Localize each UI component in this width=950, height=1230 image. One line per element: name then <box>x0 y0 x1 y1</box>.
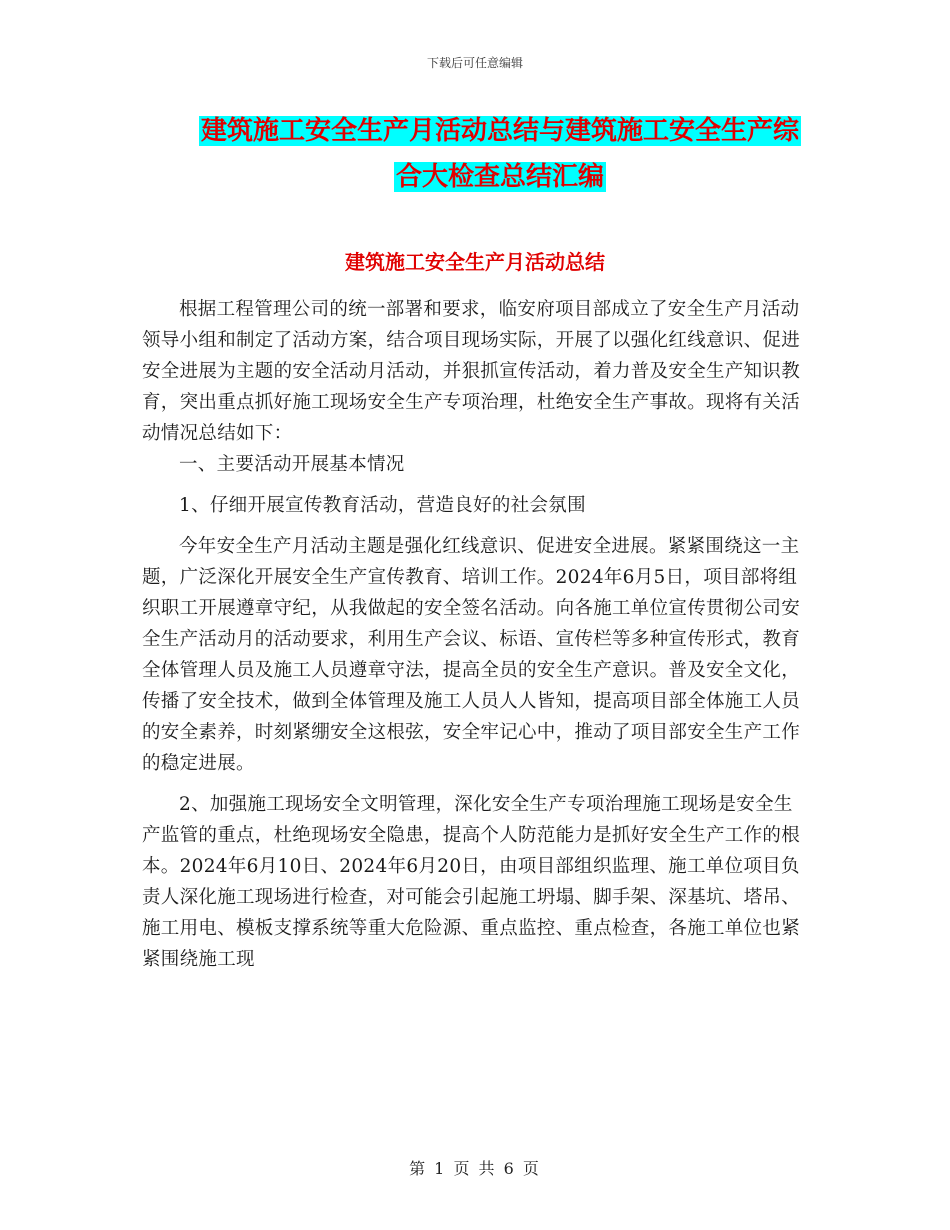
title-line-1: 建筑施工安全生产月活动总结与建筑施工安全生产综 <box>200 116 799 146</box>
title-line-2: 合大检查总结汇编 <box>395 162 604 192</box>
document-body <box>142 294 810 975</box>
paragraph-intro: 根据工程管理公司的统一部署和要求，临安府项目部成立了安全生产月活动领导小组和制定了活动方案，结合项目现场实际，开展了以强化红线意识、促进安全进展为主题的安全活动月活动，并狠抓宣传活动，着力普及安全生产知识教育，突出重点抓好施工现场安全生产专项治理，杜绝安全生产事故。现将有关活动情况总结如下： <box>142 299 801 444</box>
paragraph-publicity: 今年安全生产月活动主题是强化红线意识、促进安全进展。紧紧围绕这一主题，广泛深化开展安全生产宣传教育、培训工作。2024年6月5日，项目部将组织职工开展遵章守纪，从我做起的安全签名活动。向各施工单位宣传贯彻公司安全生产活动月的活动要求，利用生产会议、标语、宣传栏等多种宣传形式，教育全体管理人员及施工人员遵章守法，提高全员的安全生产意识。普及安全文化，传播了安全技术，做到全体管理及施工人员人人皆知，提高项目部全体施工人员的安全素养，时刻紧绷安全这根弦，安全牢记心中，推动了项目部安全生产工作的稳定进展。 <box>142 536 801 774</box>
section-title: 建筑施工安全生产月活动总结 <box>345 250 605 274</box>
header-note: 下载后可任意编辑 <box>426 56 523 70</box>
paragraph-heading-1: 一、主要活动开展基本情况 <box>179 454 405 475</box>
document-title <box>140 108 860 200</box>
page-number: 第 1 页 共 6 页 <box>409 1159 541 1178</box>
paragraph-subheading-1: 1、仔细开展宣传教育活动，营造良好的社会氛围 <box>179 495 586 516</box>
paragraph-site-management: 2、加强施工现场安全文明管理，深化安全生产专项治理施工现场是安全生产监管的重点，杜绝现场安全隐患，提高个人防范能力是抓好安全生产工作的根本。2024年6月10日、2024年6月20日，由项目部组织监理、施工单位项目负责人深化施工现场进行检查，对可能会引起施工坍塌、脚手架、深基坑、塔吊、施工用电、模板支撑系统等重大危险源、重点监控、重点检查，各施工单位也紧紧围绕施工现 <box>142 794 801 970</box>
